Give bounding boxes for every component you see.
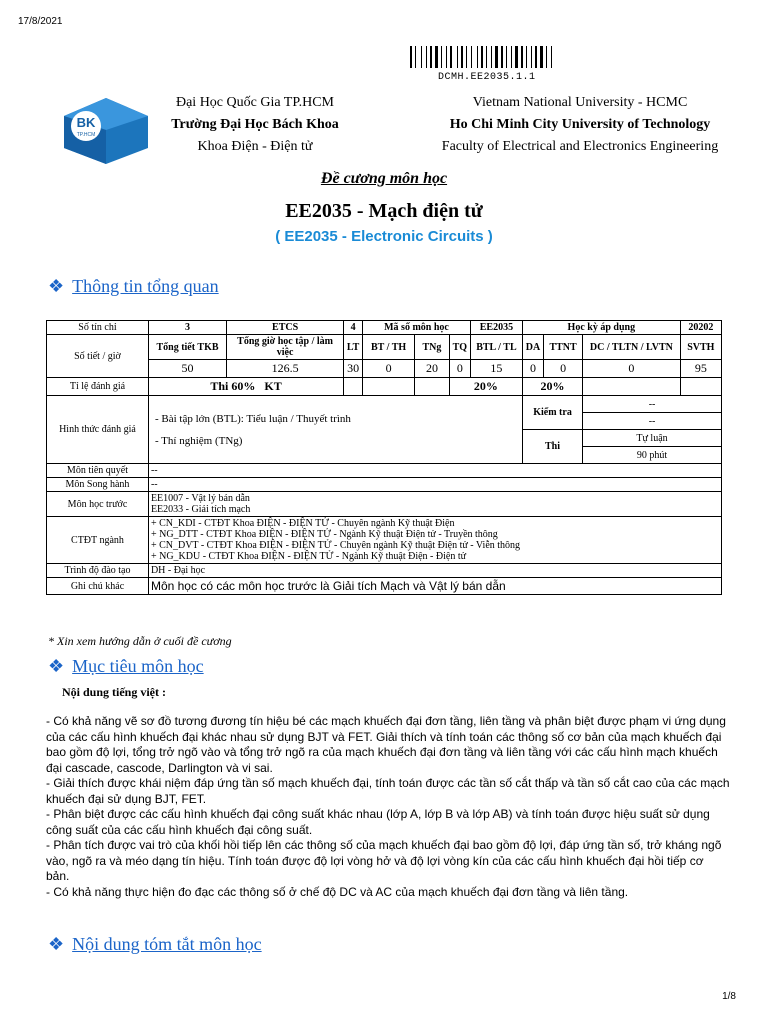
section-title: Thông tin tổng quan xyxy=(72,276,219,296)
barcode-bar xyxy=(413,46,414,68)
barcode-bar xyxy=(528,46,530,68)
course-info-table xyxy=(46,320,722,595)
paragraph: - Có khả năng vẽ sơ đồ tương đương tín hiệu bé các mạch khuếch đại đơn tầng, liên tầng và phân biệt được phạm vi ứng dụng của các cấu hình khuếch đại khác nhau sử dụng BJT và FET. Giải thích và tính toán các thông số cơ bản của mạch khuếch đại bao gồm độ lợi, tổng trở ngõ vào và tổng trở ngõ ra của mạch khuếch đại đơn tầng và liên tầng với các cấu hình mạch khuếch đại cascade, cascode, Darlington và vi sai. xyxy=(46,714,726,775)
table-row: Môn tiên quyết -- xyxy=(47,464,722,478)
barcode-bar xyxy=(538,46,539,68)
barcode-bar xyxy=(426,46,427,68)
barcode xyxy=(410,46,586,68)
barcode-bar xyxy=(499,46,500,68)
faculty-name-vn: Khoa Điện - Điện tử xyxy=(197,139,313,154)
table-row: Ghi chú khác Môn học có các môn học trước là Giải tích Mạch và Vật lý bán dẫn xyxy=(47,578,722,595)
university-name-vn: Đại Học Quốc Gia TP.HCM xyxy=(175,95,334,110)
barcode-bar xyxy=(506,46,507,68)
table-row: 50 126.5 30 0 20 0 15 0 0 0 95 xyxy=(47,360,722,378)
barcode-bar xyxy=(410,46,412,68)
barcode-bar xyxy=(495,46,498,68)
barcode-text: DCMH.EE2035.1.1 xyxy=(438,72,536,83)
barcode-bar xyxy=(441,46,442,68)
header-left xyxy=(120,92,390,158)
barcode-bar xyxy=(526,46,527,68)
course-title: EE2035 - Mạch điện tử xyxy=(285,200,483,222)
barcode-bar xyxy=(466,46,467,68)
school-name-vn: Trường Đại Học Bách Khoa xyxy=(171,117,339,132)
table-row: CTĐT ngành + CN_KDI - CTĐT Khoa ĐIỆN - ĐIỆN TỬ - Chuyên ngành Kỹ thuật Điện + NG_DTT - CTĐT Khoa ĐIỆN - ĐIỆN TỬ - Ngành Kỹ thuật Điện tử - Truyền thông + CN_DVT - CTĐT Khoa ĐIỆN - ĐIỆN TỬ - Chuyên ngành Kỹ thuật Điện tử - Viễn thông + NG_KDU - CTĐT Khoa ĐIỆN - ĐIỆN TỬ - Ngành Kỹ thuật Điện - Điện tử xyxy=(47,517,722,564)
barcode-bar xyxy=(511,46,512,68)
table-row: 90 phút xyxy=(47,447,722,464)
barcode-bar xyxy=(428,46,429,68)
barcode-bar xyxy=(531,46,532,68)
barcode-bar xyxy=(515,46,518,68)
barcode-bar xyxy=(535,46,537,68)
paragraph: - Giải thích được khái niệm đáp ứng tần số mạch khuếch đại, tính toán được các tần số cắt thấp và tần số cắt cao của các mạch khuếch đại sử dụng BJT, FET. xyxy=(46,776,730,806)
faculty-name-en: Faculty of Electrical and Electronics Engineering xyxy=(441,139,719,154)
barcode-bar xyxy=(493,46,494,68)
barcode-bar xyxy=(548,46,550,68)
header-right xyxy=(400,92,760,158)
section-objectives xyxy=(48,656,204,677)
barcode-bar xyxy=(433,46,434,68)
barcode-bar xyxy=(504,46,505,68)
barcode-bar xyxy=(544,46,545,68)
diamond-bullet-icon: ❖ xyxy=(48,656,65,676)
barcode-bar xyxy=(488,46,490,68)
barcode-bar xyxy=(457,46,458,68)
barcode-bar xyxy=(464,46,465,68)
barcode-bar xyxy=(423,46,425,68)
diamond-bullet-icon: ❖ xyxy=(48,276,65,296)
sub-heading: Nội dung tiếng việt : xyxy=(62,685,167,699)
barcode-bar xyxy=(453,46,456,68)
school-name-en: Ho Chi Minh City University of Technology xyxy=(449,117,711,132)
barcode-bar xyxy=(468,46,470,68)
course-title-en: ( EE2035 - Electronic Circuits ) xyxy=(275,228,493,245)
table-row: Số tín chỉ 3 ETCS 4 Mã số môn học EE2035 Học kỳ áp dụng 20202 xyxy=(47,321,722,335)
barcode-bar xyxy=(513,46,514,68)
section-title: Nội dung tóm tắt môn học xyxy=(72,934,262,954)
barcode-bar xyxy=(421,46,422,68)
paragraph: - Phân biệt được các cấu hình khuếch đại công suất khác nhau (lớp A, lớp B và lớp AB) và tính toán được hiệu suất sử dụng công suất của các cấu hình khuếch đại công suất. xyxy=(46,807,710,837)
page-number: 1/8 xyxy=(722,991,736,1002)
table-row: Tỉ lệ đánh giá Thi 60% KT 20% 20% xyxy=(47,378,722,396)
barcode-bar xyxy=(479,46,480,68)
barcode-bar xyxy=(446,46,447,68)
table-row: Môn học trước EE1007 - Vật lý bán dẫn EE2033 - Giải tích mạch xyxy=(47,492,722,517)
section-summary xyxy=(48,934,262,955)
objectives-text xyxy=(46,714,730,900)
table-note: * Xin xem hướng dẫn ở cuối đề cương xyxy=(48,634,232,648)
barcode-bar xyxy=(524,46,525,68)
barcode-bar xyxy=(448,46,449,68)
print-date: 17/8/2021 xyxy=(18,16,63,27)
section-title: Mục tiêu môn học xyxy=(72,656,204,676)
barcode-bar xyxy=(481,46,483,68)
barcode-bar xyxy=(501,46,503,68)
logo-subtext: TP.HCM xyxy=(76,132,96,138)
barcode-bar xyxy=(443,46,445,68)
barcode-bar xyxy=(459,46,460,68)
table-row: Thi Tự luận xyxy=(47,430,722,447)
barcode-bar xyxy=(435,46,438,68)
barcode-bar xyxy=(551,46,552,68)
logo-text: BK xyxy=(76,115,96,130)
barcode-bar xyxy=(477,46,478,68)
barcode-bar xyxy=(484,46,485,68)
barcode-bar xyxy=(473,46,476,68)
barcode-bar xyxy=(415,46,416,68)
table-row: Trình độ đào tạo DH - Đại học xyxy=(47,564,722,578)
table-row: -- xyxy=(47,413,722,430)
barcode-bar xyxy=(417,46,420,68)
barcode-bar xyxy=(486,46,487,68)
barcode-bar xyxy=(450,46,452,68)
barcode-bar xyxy=(546,46,547,68)
table-row: Môn Song hành -- xyxy=(47,478,722,492)
document-label: Đề cương môn học xyxy=(320,170,448,187)
barcode-bar xyxy=(521,46,523,68)
barcode-bar xyxy=(508,46,510,68)
barcode-bar xyxy=(430,46,432,68)
table-row: Số tiết / giờ Tổng tiết TKB Tổng giờ học tập / làm việc LT BT / TH TNg TQ BTL / TL DA TTNT DC / TLTN / LVTN SVTH xyxy=(47,335,722,360)
barcode-bar xyxy=(540,46,543,68)
barcode-bar xyxy=(461,46,463,68)
barcode-bar xyxy=(439,46,440,68)
barcode-bar xyxy=(519,46,520,68)
barcode-bar xyxy=(533,46,534,68)
section-overview xyxy=(48,276,219,297)
diamond-bullet-icon: ❖ xyxy=(48,934,65,954)
barcode-bar xyxy=(471,46,472,68)
table-row: Hình thức đánh giá - Bài tập lớn (BTL): Tiểu luận / Thuyết trình - Thí nghiệm (TNg) Kiểm tra -- xyxy=(47,396,722,413)
university-name-en: Vietnam National University - HCMC xyxy=(472,95,688,110)
paragraph: - Phân tích được vai trò của khối hồi tiếp lên các thông số của mạch khuếch đại bao gồm độ lợi, đáp ứng tần số, trở kháng ngõ vào, ngõ ra và méo dạng tín hiệu. Tính toán được độ lợi vòng hở và độ lợi vòng kín của các cấu hình khuếch đại hồi tiếp cơ bản. xyxy=(46,838,722,883)
paragraph: - Có khả năng thực hiện đo đạc các thông số ở chế độ DC và AC của mạch khuếch đại đơn tầng và liên tầng. xyxy=(46,884,629,899)
barcode-bar xyxy=(491,46,492,68)
